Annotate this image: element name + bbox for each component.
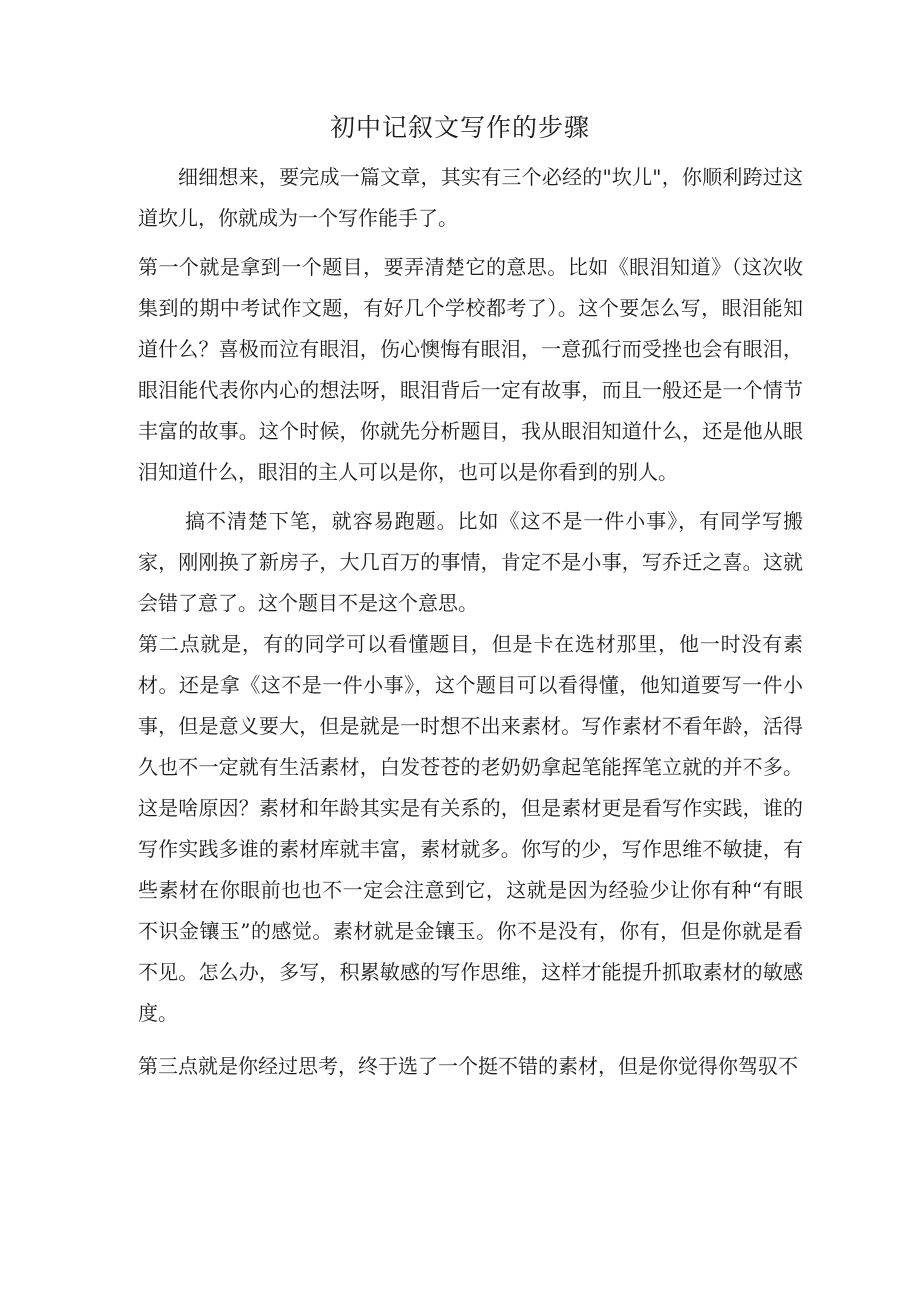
paragraph-point-three: 第三点就是你经过思考，终于选了一个挺不错的素材，但是你觉得你驾驭不 — [138, 1054, 798, 1078]
paragraph-point-one: 第一个就是拿到一个题目，要弄清楚它的意思。比如《眼泪知道》（这次收集到的期中考试作文题，有好几个学校都考了）。这个要怎么写，眼泪能知道什么？喜极而泣有眼泪，伤心懊悔有眼泪，一意孤行而受挫也会有眼泪，眼泪能代表你内心的想法呀，眼泪背后一定有故事，而且一般还是一个情节丰富的故事。这个时候，你就先分析题目，我从眼泪知道什么，还是他从眼泪知道什么，眼泪的主人可以是你，也可以是你看到的别人。 — [138, 255, 803, 484]
paragraph-intro: 细细想来，要完成一篇文章，其实有三个必经的"坎儿"，你顺利跨过这道坎儿，你就成为一个写作能手了。 — [138, 165, 803, 230]
paragraph-point-two: 第二点就是，有的同学可以看懂题目，但是卡在选材那里，他一时没有素材。还是拿《这不是一件小事》，这个题目可以看得懂，他知道要写一件小事，但是意义要大，但是就是一时想不出来素材。写作素材不看年龄，活得久也不一定就有生活素材，白发苍苍的老奶奶拿起笔能挥笔立就的并不多。这是啥原因？素材和年龄其实是有关系的，但是素材更是看写作实践，谁的写作实践多谁的素材库就丰富，素材就多。你写的少，写作思维不敏捷，有些素材在你眼前也也不一定会注意到它，这就是因为经验少让你有种“有眼不识金镶玉”的感觉。素材就是金镶玉。你不是没有，你有，但是你就是看不见。怎么办，多写，积累敏感的写作思维，这样才能提升抓取素材的敏感度。 — [138, 632, 803, 1025]
document-body — [138, 157, 803, 1087]
paragraph-off-topic: 搞不清楚下笔，就容易跑题。比如《这不是一件小事》，有同学写搬家，刚刚换了新房子，大几百万的事情，肯定不是小事，写乔迁之喜。这就会错了意了。这个题目不是这个意思。 — [138, 509, 803, 615]
document-title: 初中记叙文写作的步骤 — [329, 113, 590, 142]
